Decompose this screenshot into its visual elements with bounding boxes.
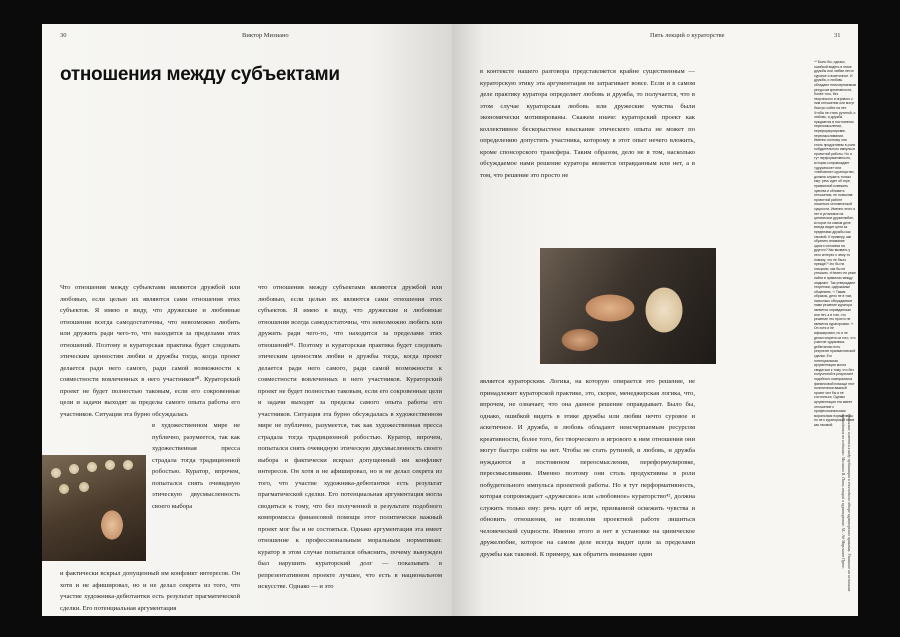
left-running-author: Виктор Мизиано [242, 32, 289, 39]
right-running-title: Пять лекций о кураторстве [650, 32, 725, 39]
vertical-margin-note: Отсылка: имеется в виду публикация в ежегодном обзоре кураторских практик. Указание на источник приводится по изданию: Мизиано В. Пять лекций о кураторстве. М.: Ад Маргинем Пресс. [841, 414, 852, 592]
section-title: отношения между субъектами [60, 64, 340, 85]
right-page [452, 24, 858, 616]
vertical-note-area [816, 414, 852, 614]
left-page [42, 24, 452, 616]
bowls-photo [42, 455, 146, 561]
left-page-number: 30 [60, 32, 67, 39]
margin-footnotes: ⁴⁰ Было бы, однако, ошибкой видеть в этике дружбы или любви нечто суровое и аскетичное. И дружба, и любовь обладают неисчерпаемым ресурсом креативности, более того, без творческого и игрового к ним отношения они могут быстро сойти на нет. Чтобы не стать рутиной, и любовь, и дружба нуждаются в постоянном переосмыслении, переформулировке, пересмысливании. Именно поэтому они столь продуктивны в роли побудительного импульса проектной работы. Но я тут перформативность, которая сопровождает «дружеское» или «любовное» кураторство, должна служить только ему: речь идет об игре, призванной освежить чувства и обновить отношения, не позволив проектной работе лишиться человеческой сущности. Именно этого и нет в установке на циническое дружелюбие, которое на самом деле всегда видит цели за пределами дружбы как таковой. К примеру, как обратить внимание одного человека на другого? Как вызвать у него интерес к чему-то новому, что не было прежде? Что бы ни говорили, как бы ни утешали, «Ничего не реже найти в правилах между людьми». Так утверждают теоретики, одержимые общением. ⁴¹ Таким образом, дело не в том, насколько обсуждаемое нами решение куратора является оправданным или нет, а в том, что решение это просто не является кураторским. ⁴² Он хотя и не афишировал, но и не делал секрета из того, что участие художника-дебютантки есть результат прагматической сделки. Его потенциальная аргументация могла сводиться к тому, что без полученной в результате подобного компромисса финансовой помощи этот политически важный проект мог бы и не состояться. Однако аргументация эта имеет отношение к профессиональным моральным нормативам, но не к кураторской этике как таковой. [814, 60, 856, 427]
right-column-bottom: является кураторским. Логика, на которую опирается это решение, не принадлежит кураторской практике, это, скорее, менеджерская логика, что, впрочем, не означает, что она данное решение оправдывает. Было бы, однако, ошибкой видеть в этике дружбы или любви нечто суровое и аскетичное. И дружба, и любовь обладают неисчерпаемым ресурсом креативности, более того, без творческого и игрового к ним отношения они могут быстро сойти на нет. Чтобы не стать рутиной, и любовь, и дружба нуждаются в постоянном переосмыслении, переформулировке, пересмысливании. Именно поэтому они столь продуктивны в роли побудительного импульса проектной работы. Но я тут перформативность, которая сопровождает «дружеское» или «любовное» кураторство⁴², должна служить только ему: речь идет об игре, призванной освежить чувства и обновить отношения, не позволив проектной работе лишиться человеческой сущности. Именно этого и нет в установке на циническое дружелюбие, которое на самом деле всегда видит цели за пределами дружбы как таковой. К примеру, как обратить внимание один [480, 378, 695, 558]
left-column-2: что отношения между субъектами являются дружбой или любовью, если целью их являются сами отношения этих субъектов. Я имею в виду, что дружеские и любовные отношения всегда самодостаточны, что невозможно любить или дружить ради чего-то, что находится за пределами этих отношений⁴¹. Поэтому и кураторская практика будет следовать этическим ценностям любви и дружбы тогда, когда проект делается ради него самого, ради самой возможности к совместности вовлеченных в него участников. Кураторский проект не будет полностью таковым, если его сокровенные цели и задачи выходят за пределы самого опыта работы его участников. Ситуация эта бурно обсуждалась в художественном мире не публично, разумеется, так как художественная пресса страдала тогда традиционной робостью. Куратор, впрочем, попытался снять очевидную этическую двусмысленность своего выбора и фактически вскрыл допущенный им конфликт интересов. Он хотя и не афишировал, но и не делал секрета из того, что участие художника-дебютантки есть результат прагматической сделки. Его потенциальная аргументация могла сводиться к тому, что без полученной в результате подобного компромисса финансовой помощи этот политически важный проект мог бы и не состояться. Однако аргументация эта имеет отношение к профессиональным моральным нормативам: куратор в этом случае попытался объяснить, почему вынужден был нарушить кураторский долг — показывать в репрезентативном проекте лучшее, что есть в национальном искусстве. Однако — и это [258, 284, 442, 590]
right-page-number: 31 [834, 32, 841, 39]
left-column-1-top: Что отношения между субъектами являются дружбой или любовью, если целью их являются сами отношения этих субъектов. Я имею в виду, что дружеские и любовные отношения всегда самодостаточны, что невозможно любить или дружить ради чего-то, что находится за пределами этих отношений. Поэтому и кураторская практика будет следовать этическим ценностям любви и дружбы тогда, когда проект делается ради него самого, ради самой возможности к совместности вовлеченных в него участников⁴⁰. Кураторский проект не будет полностью таковым, если его сокровенные цели и задачи выходят за пределы самого опыта работы его участников. Ситуация эта бурно обсуждалась [60, 284, 240, 418]
woodturning-photo [540, 248, 716, 364]
left-column-1-bottom: и фактически вскрыл допущенный им конфликт интересов. Он хотя и не афишировал, но и не делал секрета из того, что участие художника-дебютантки есть результат прагматической сделки. Его потенциальная аргументация [60, 570, 240, 612]
right-column-top: в контексте нашего разговора представляется крайне существенным — кураторскую этику эта аргументация не затрагивает вовсе. Если и в самом деле практику куратора определяет любовь и дружба, то получается, что в этом случае кураторская любовь или дружеские чувства были экономически мотивированы. Скажем иначе: кураторский проект как коллективное бескорыстное взыскание этического опыта не может по определению допустить участника, которому в этот опыт нечего вложить, кроме спонсорского трансфера. Таким образом, дело не в том, насколько обсуждаемое нами решение куратора является оправданным или нет, а в том, что решение это просто не [480, 68, 695, 179]
left-column-1-beside-photo: в художественном мире не публично, разумеется, так как художественная пресса страдала тогда традиционной робостью. Куратор, впрочем, попытался снять очевидную этическую двусмысленность своего выбора [152, 422, 240, 510]
